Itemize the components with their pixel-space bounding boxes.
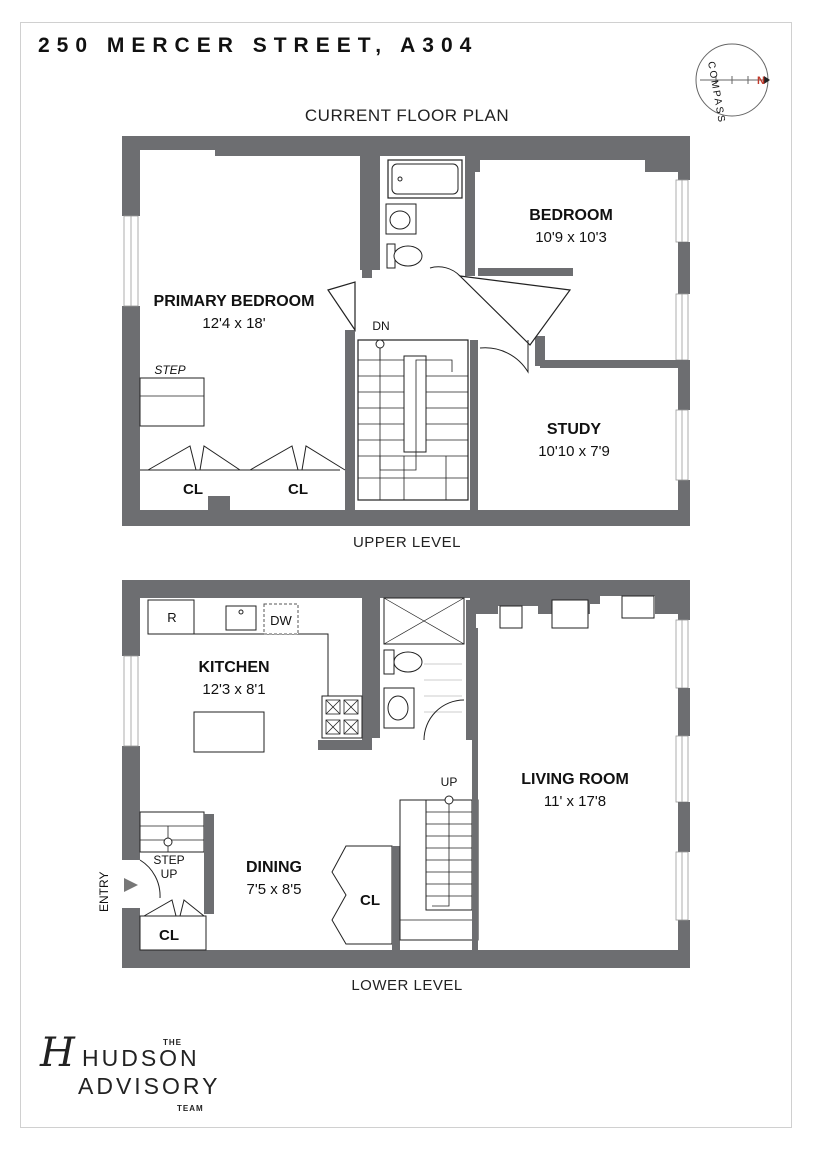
logo-monogram: H bbox=[40, 1030, 75, 1076]
bedroom-dims: 10'9 x 10'3 bbox=[535, 229, 607, 246]
logo-the: THE bbox=[163, 1038, 182, 1047]
dining-name: DINING bbox=[246, 859, 302, 876]
logo-hudson: HUDSON bbox=[82, 1045, 200, 1071]
property-address: 250 MERCER STREET, A304 bbox=[38, 34, 479, 57]
upper-closet-label-1: CL bbox=[183, 481, 203, 498]
living-room-dims: 11' x 17'8 bbox=[543, 793, 607, 810]
refrigerator-label: R bbox=[167, 610, 177, 625]
compass-north-label: N bbox=[757, 75, 765, 87]
kitchen-name: KITCHEN bbox=[198, 659, 270, 676]
primary-bedroom-dims: 12'4 x 18' bbox=[202, 315, 266, 332]
entry-label: ENTRY bbox=[97, 871, 111, 912]
upper-level-plan bbox=[122, 136, 690, 526]
upper-step-label: STEP bbox=[154, 363, 186, 377]
entry-step-label: STEP bbox=[153, 853, 185, 867]
upper-closet-label-2: CL bbox=[288, 481, 308, 498]
upper-level-label: UPPER LEVEL bbox=[352, 534, 462, 551]
lower-level-plan bbox=[97, 580, 690, 968]
kitchen-dims: 12'3 x 8'1 bbox=[202, 681, 266, 698]
lower-closet-label-2: CL bbox=[159, 927, 179, 944]
stair-up-label: UP bbox=[440, 775, 458, 789]
compass-icon bbox=[696, 44, 770, 125]
lower-closet-label-1: CL bbox=[360, 892, 380, 909]
living-room-name: LIVING ROOM bbox=[521, 771, 629, 788]
stair-down-label: DN bbox=[372, 319, 390, 333]
plan-title: CURRENT FLOOR PLAN bbox=[304, 106, 510, 125]
primary-bedroom-name: PRIMARY BEDROOM bbox=[153, 293, 315, 310]
entry-step-up-label: UP bbox=[160, 867, 178, 881]
lower-level-label: LOWER LEVEL bbox=[351, 977, 463, 994]
dishwasher-label: DW bbox=[270, 613, 292, 628]
study-name: STUDY bbox=[546, 421, 602, 438]
study-dims: 10'10 x 7'9 bbox=[538, 443, 610, 460]
logo-advisory: ADVISORY bbox=[78, 1073, 221, 1099]
compass-label: COMPASS bbox=[705, 60, 727, 125]
bedroom-name: BEDROOM bbox=[529, 207, 613, 224]
dining-dims: 7'5 x 8'5 bbox=[246, 881, 302, 898]
logo-team: TEAM bbox=[177, 1104, 204, 1113]
